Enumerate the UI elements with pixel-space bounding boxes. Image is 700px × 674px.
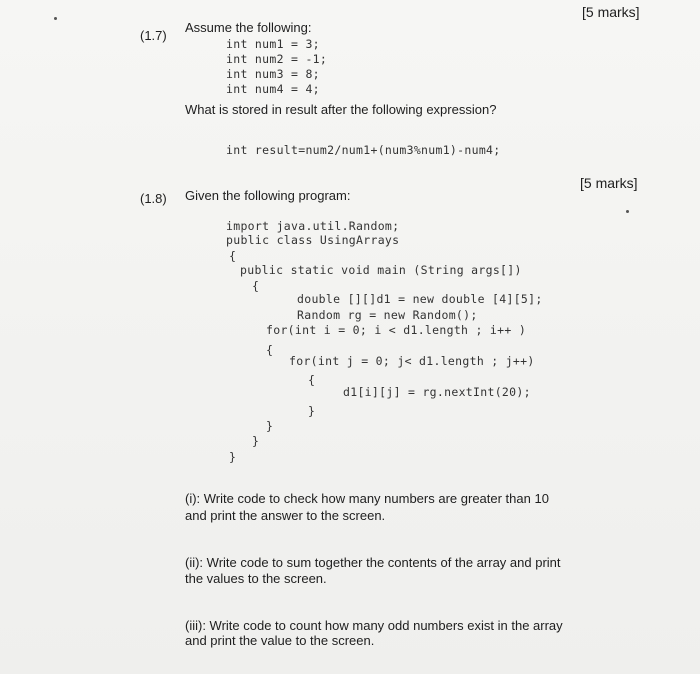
code-import: import java.util.Random;: [226, 219, 400, 233]
q18-intro: Given the following program:: [185, 188, 351, 203]
q17-decl-3: int num3 = 8;: [226, 67, 320, 81]
code-inner-for: for(int j = 0; j< d1.length ; j++): [289, 354, 535, 368]
part-iii-line-1: (iii): Write code to count how many odd numbers exist in the array: [185, 618, 563, 633]
code-brace: {: [266, 343, 274, 357]
q17-question: What is stored in result after the following expression?: [185, 102, 497, 117]
q17-decl-1: int num1 = 3;: [226, 37, 320, 51]
part-i-line-2: and print the answer to the screen.: [185, 508, 386, 523]
code-main-decl: public static void main (String args[]): [240, 263, 522, 277]
q17-decl-4: int num4 = 4;: [226, 82, 320, 96]
code-brace: }: [308, 404, 316, 418]
code-outer-for: for(int i = 0; i < d1.length ; i++ ): [266, 323, 527, 337]
code-brace: {: [252, 279, 260, 293]
q17-expression: int result=num2/num1+(num3%num1)-num4;: [226, 143, 501, 157]
stray-mark: [626, 210, 629, 213]
q17-number: (1.7): [140, 28, 167, 43]
code-random-decl: Random rg = new Random();: [297, 308, 478, 322]
q18-marks: [5 marks]: [580, 175, 638, 191]
code-brace: {: [229, 249, 237, 263]
stray-mark: [54, 17, 57, 20]
code-brace: {: [308, 373, 316, 387]
part-ii-line-1: (ii): Write code to sum together the contents of the array and print: [185, 555, 561, 570]
code-brace: }: [252, 434, 260, 448]
part-ii-line-2: the values to the screen.: [185, 571, 327, 586]
q17-marks: [5 marks]: [582, 4, 640, 20]
part-iii-line-2: and print the value to the screen.: [185, 633, 375, 648]
q17-intro: Assume the following:: [185, 20, 312, 35]
q18-number: (1.8): [140, 191, 167, 206]
code-class-decl: public class UsingArrays: [226, 233, 400, 247]
code-brace: }: [229, 450, 237, 464]
q17-decl-2: int num2 = -1;: [226, 52, 328, 66]
code-array-decl: double [][]d1 = new double [4][5];: [297, 292, 543, 306]
code-assign: d1[i][j] = rg.nextInt(20);: [343, 385, 531, 399]
part-i-line-1: (i): Write code to check how many numbers are greater than 10: [185, 491, 549, 506]
code-brace: }: [266, 419, 274, 433]
